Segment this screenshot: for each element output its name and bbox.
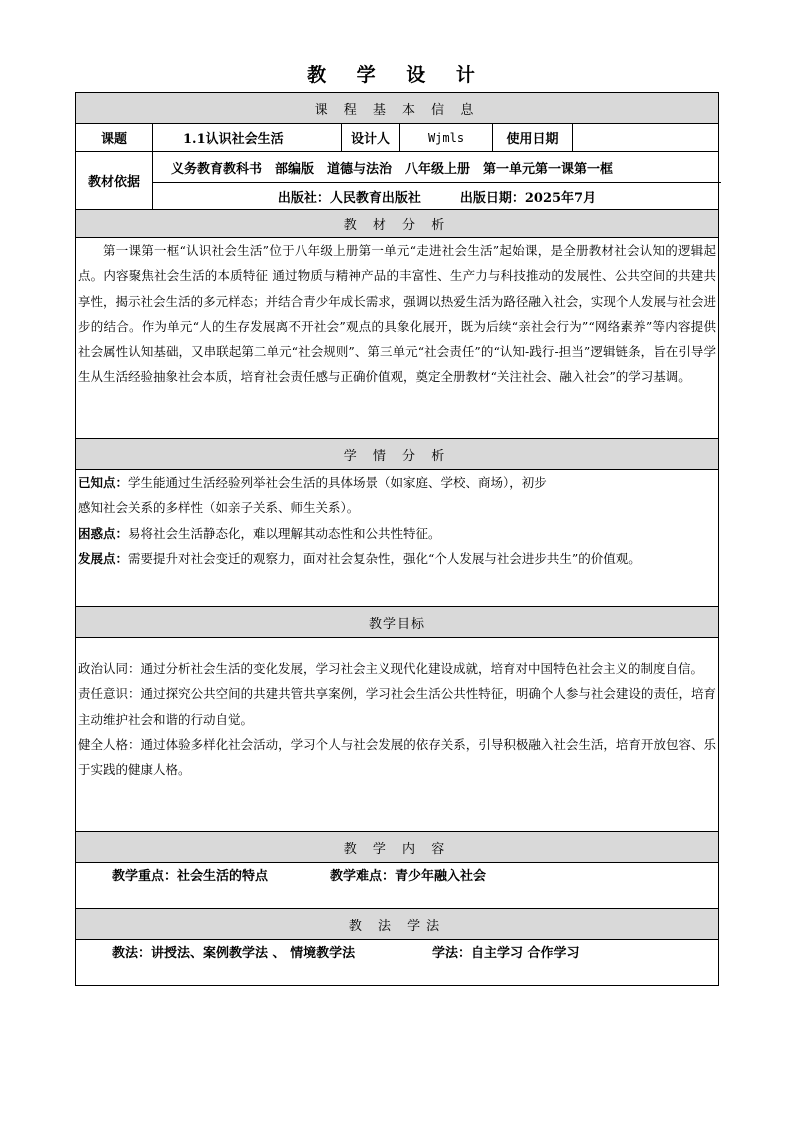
designer-label: 设计人: [341, 124, 399, 151]
section-header-content: 教 学 内 容: [75, 832, 719, 863]
known-text-1: 学生能通过生活经验列举社会生活的具体场景（如家庭、学校、商场），初步: [128, 475, 547, 490]
date-value: [572, 124, 720, 151]
teaching-content: [75, 863, 719, 909]
section-header-student: 学 情 分 析: [75, 439, 719, 470]
develop-point: [78, 546, 716, 571]
confuse-point: [78, 521, 716, 546]
basis-line2: 出版社：人民教育出版社 出版日期：2025年7月: [277, 190, 597, 206]
learning-methods: [432, 942, 580, 961]
document-title: 教 学 设 计: [307, 64, 487, 86]
difficult-value: 青少年融入社会: [395, 869, 487, 884]
material-text: 第一课第一框“认识社会生活”位于八年级上册第一单元“走进社会生活”起始课，是全册教材社会认知的逻辑起点。内容聚焦社会生活的本质特征 通过物质与精神产品的丰富性、生产力与科技推动的发展性、公共空间的共建共享性，揭示社会生活的多元样态；并结合青少年成长需求，强调以热爱生活为路径融入社会，实现个人发展与社会进步的结合。作为单元“人的生存发展离不开社会”观点的具象化展开，既为后续“亲社会行为”“网络素养”等内容提供社会属性认知基础，又串联起第二单元“社会规则”、第三单元“社会责任”的“认知-践行-担当”逻辑链条，旨在引导学生从生活经验抽象社会本质，培育社会责任感与正确价值观，奠定全册教材“关注社会、融入社会”的学习基调。: [78, 243, 716, 385]
topic-value: 1.1认识社会生活: [152, 124, 341, 151]
key-point: [112, 865, 268, 884]
goal-responsibility: 责任意识：通过探究公共空间的共建共管共享案例，学习社会生活公共性特征，明确个人参与社会建设的责任，培育主动维护社会和谐的行动自觉。: [78, 686, 716, 727]
difficult-label: 教学难点：: [330, 869, 396, 884]
basis-label: 教材依据: [87, 175, 140, 190]
basis-line1: 义务教育教科书 部编版 道德与法治 八年级上册 第一单元第一课第一框: [153, 152, 721, 183]
key-value: 社会生活的特点: [177, 869, 269, 884]
teach-label: 教法：: [112, 946, 152, 961]
known-text-2: 感知社会关系的多样性（如亲子关系、师生关系）。: [78, 500, 360, 516]
date-label: 使用日期: [492, 124, 572, 151]
teaching-methods: [112, 942, 355, 961]
lesson-plan-table: [75, 92, 719, 986]
section-header-goals: 教学目标: [75, 607, 719, 638]
learn-value: 自主学习 合作学习: [471, 946, 580, 961]
goal-political: 政治认同：通过分析社会生活的变化发展，学习社会主义现代化建设成就，培育对中国特色社会主义的制度自信。: [78, 661, 704, 676]
key-label: 教学重点：: [112, 869, 178, 884]
methods: [75, 940, 719, 986]
designer-value: Wjmls: [399, 124, 492, 151]
teach-value: 讲授法、案例教学法 、 情境教学法: [151, 946, 356, 961]
section-header-course-info: 课 程 基 本 信 息: [75, 92, 719, 124]
goal-personality: 健全人格：通过体验多样化社会活动，学习个人与社会发展的依存关系，引导积极融入社会生活，培育开放包容、乐于实践的健康人格。: [78, 736, 716, 778]
known-point: [78, 470, 716, 495]
topic-label: 课题: [100, 132, 127, 147]
confuse-text: 易将社会生活静态化，难以理解其动态性和公共性特征。: [128, 525, 441, 541]
student-analysis: [75, 470, 719, 607]
topic-row: [75, 124, 719, 152]
difficult-point: [330, 865, 486, 884]
teaching-goals: [75, 638, 719, 832]
develop-label: 发展点：: [78, 550, 129, 566]
section-header-methods: 教 法 学法: [75, 909, 719, 940]
section-header-material: 教 材 分 析: [75, 210, 719, 238]
basis-values: [152, 152, 721, 209]
material-analysis: [75, 238, 719, 439]
known-label: 已知点：: [78, 475, 129, 490]
confuse-label: 困惑点：: [78, 525, 129, 541]
develop-text: 需要提升对社会变迁的观察力，面对社会复杂性，强化“个人发展与社会进步共生”的价值观。: [128, 550, 641, 566]
basis-row: [75, 152, 719, 210]
learn-label: 学法：: [432, 946, 472, 961]
